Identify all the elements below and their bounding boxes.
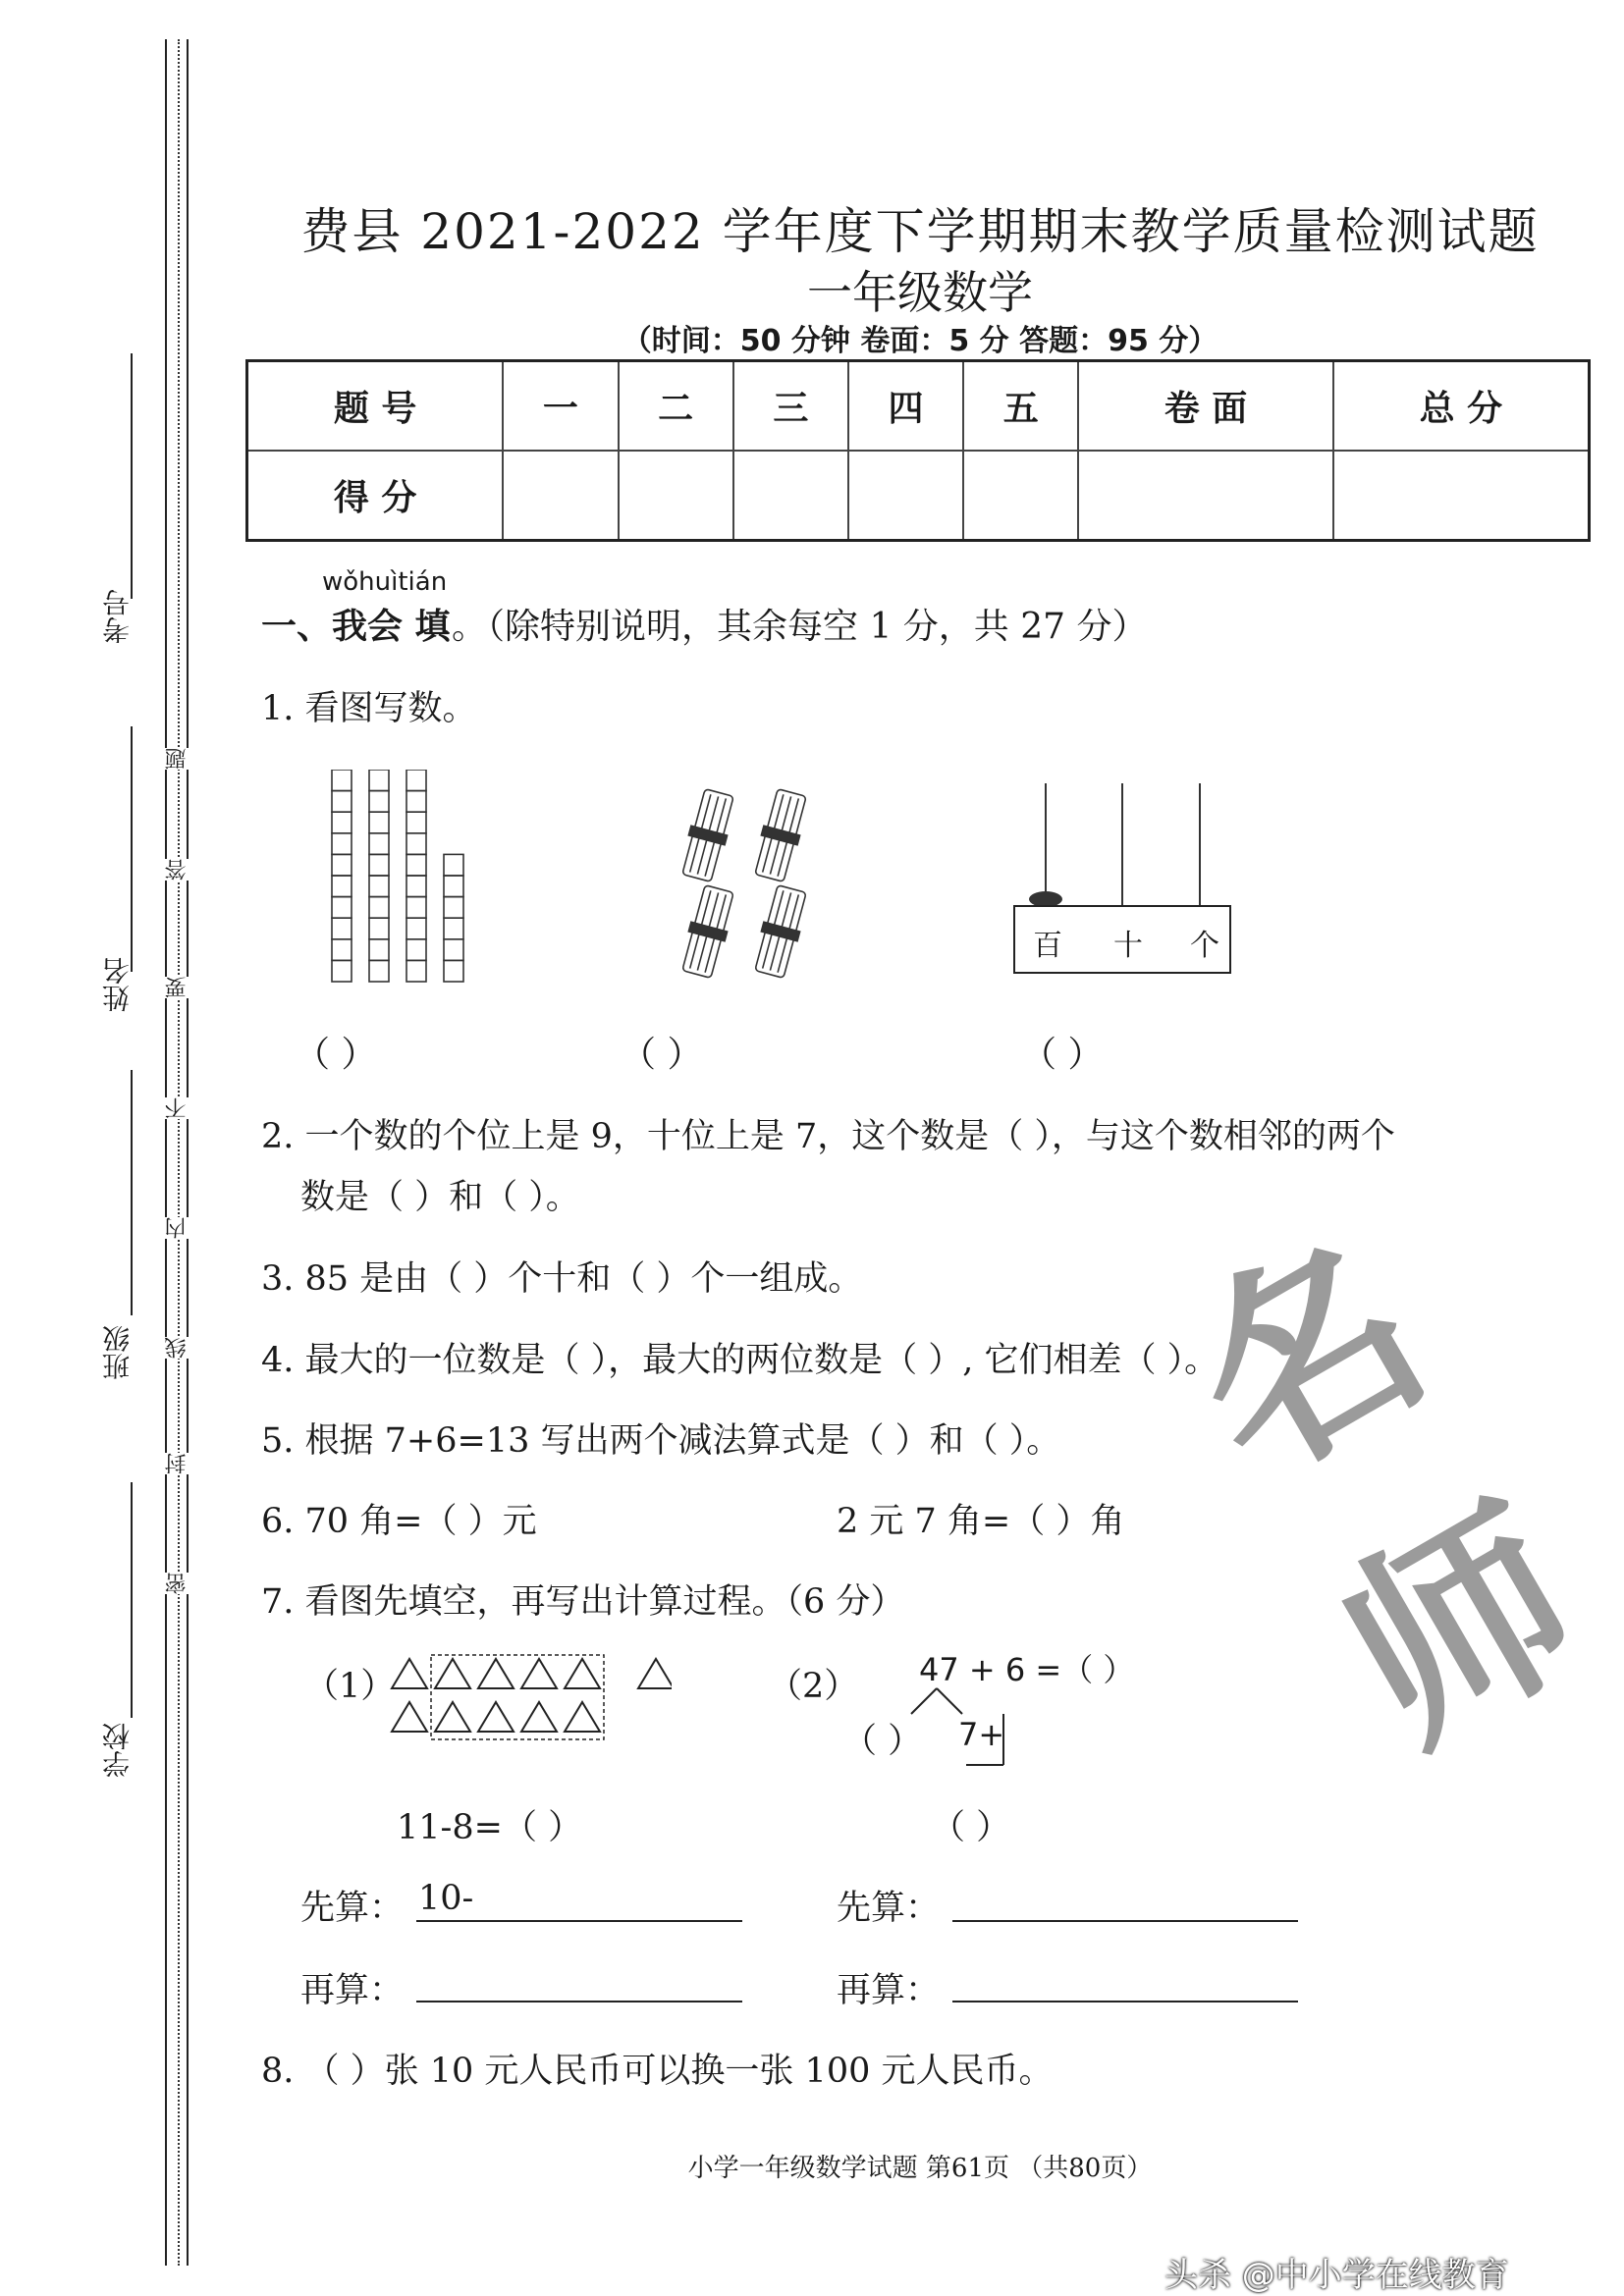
- first-calc-line-left[interactable]: [416, 1920, 742, 1922]
- unit-cube: [332, 876, 352, 897]
- then-calc-label: 再算：: [300, 1971, 405, 2010]
- abacus-ones-label: 个: [1190, 929, 1219, 963]
- section-title: 一、我会 填: [261, 606, 451, 647]
- unit-cube: [369, 812, 389, 833]
- class-line: [131, 1070, 133, 1315]
- score-row-label: 得 分: [247, 451, 504, 541]
- then-calc-label: 再算：: [837, 1971, 941, 2010]
- score-header-cell: 题 号: [247, 361, 504, 452]
- score-header-cell: 卷 面: [1078, 361, 1332, 452]
- unit-cube: [369, 833, 389, 855]
- unit-cube: [406, 812, 426, 833]
- section-note: 。（除特别说明，其余每空 1 分，共 27 分）: [452, 607, 1148, 647]
- exam-number-line: [131, 353, 133, 599]
- seal-char: 密: [162, 1573, 192, 1594]
- class-label: 班级: [101, 1325, 134, 1380]
- seal-char: 封: [162, 1453, 192, 1474]
- question-7-equation: 47 + 6 =（ ）: [919, 1651, 1135, 1688]
- abacus-base: [1013, 905, 1231, 974]
- unit-cube: [406, 854, 426, 876]
- question-7-part-2-label: （2）: [768, 1667, 859, 1706]
- score-table: [245, 359, 1591, 542]
- question-3: 3. 85 是由（ ）个十和（ ）个一组成。: [261, 1259, 863, 1299]
- exam-subtitle: 一年级数学: [807, 266, 1033, 319]
- unit-cube: [332, 812, 352, 833]
- question-7-part-1-label: （1）: [304, 1667, 396, 1706]
- score-cell[interactable]: [963, 451, 1078, 541]
- seal-char: 内: [162, 1217, 192, 1239]
- name-line: [131, 726, 133, 972]
- unit-cube: [406, 960, 426, 982]
- abacus-rods-figure: [1011, 783, 1237, 911]
- question-7: 7. 看图先填空，再写出计算过程。（6 分）: [261, 1582, 905, 1622]
- unit-cube: [444, 918, 463, 939]
- question-5: 5. 根据 7+6=13 写出两个减法算式是（ ）和（ ）。: [261, 1421, 1061, 1461]
- score-cell[interactable]: [503, 451, 618, 541]
- score-header-cell: 五: [963, 361, 1078, 452]
- abacus-tens-label: 十: [1113, 929, 1143, 963]
- question-8: 8. （ ）张 10 元人民币可以换一张 100 元人民币。: [261, 2052, 1054, 2091]
- question-7-part-2-answer[interactable]: （ ）: [931, 1808, 1011, 1847]
- unit-cube: [332, 960, 352, 982]
- score-header-cell: 总 分: [1333, 361, 1590, 452]
- unit-cube: [332, 791, 352, 813]
- score-cell[interactable]: [619, 451, 733, 541]
- answer-blank[interactable]: （ ）: [295, 1035, 377, 1075]
- unit-cube: [332, 897, 352, 919]
- question-1: 1. 看图写数。: [261, 689, 477, 728]
- seal-char: 线: [162, 1337, 192, 1359]
- unit-cube: [369, 939, 389, 961]
- source-watermark: 头杀 @中小学在线教育: [1164, 2256, 1509, 2295]
- binding-line-outer: [165, 39, 167, 2266]
- school-line: [131, 1482, 133, 1718]
- stamp-watermark: 名师: [1150, 1196, 1619, 1790]
- unit-cube: [444, 939, 463, 961]
- answer-blank[interactable]: （ ）: [621, 1035, 703, 1075]
- then-calc-line-right[interactable]: [952, 2001, 1298, 2002]
- unit-cube: [406, 897, 426, 919]
- unit-cube: [332, 918, 352, 939]
- first-calc-line-right[interactable]: [952, 1920, 1298, 1922]
- question-7-split-blank[interactable]: （ ）: [842, 1722, 923, 1761]
- unit-cube: [369, 791, 389, 813]
- seal-char: 不: [162, 1097, 192, 1119]
- score-header-cell: 一: [503, 361, 618, 452]
- question-2-line-1: 2. 一个数的个位上是 9，十位上是 7，这个数是（ ），与这个数相邻的两个: [261, 1117, 1395, 1156]
- triangle-figure: [387, 1653, 672, 1751]
- unit-cube: [444, 897, 463, 919]
- exam-meta: （时间：50 分钟 卷面：5 分 答题：95 分）: [622, 324, 1218, 358]
- unit-cube: [444, 876, 463, 897]
- unit-cube: [369, 854, 389, 876]
- question-7-part-1-equation[interactable]: 11-8=（ ）: [397, 1808, 583, 1847]
- page-footer: 小学一年级数学试题 第61页 （共80页）: [687, 2154, 1153, 2183]
- question-2-line-2: 数是（ ）和（ ）。: [300, 1178, 580, 1217]
- score-header-cell: 三: [733, 361, 848, 452]
- unit-cube: [369, 770, 389, 791]
- score-cell[interactable]: [848, 451, 963, 541]
- exam-title: 费县 2021-2022 学年度下学期期末教学质量检测试题: [300, 203, 1540, 260]
- seal-char: 答: [162, 859, 192, 881]
- unit-cube: [444, 960, 463, 982]
- question-6a: 6. 70 角=（ ）元: [261, 1502, 537, 1541]
- first-calc-label: 先算：: [837, 1889, 941, 1928]
- binding-dotted-line: [178, 39, 180, 2266]
- unit-cube: [369, 960, 389, 982]
- seal-char: 题: [162, 748, 192, 770]
- question-6b: 2 元 7 角=（ ）角: [837, 1502, 1125, 1541]
- answer-blank[interactable]: （ ）: [1021, 1035, 1104, 1075]
- score-cell[interactable]: [1333, 451, 1590, 541]
- score-cell[interactable]: [1078, 451, 1332, 541]
- abacus-hundreds-label: 百: [1033, 929, 1062, 963]
- unit-cube: [406, 770, 426, 791]
- unit-cube: [406, 918, 426, 939]
- section-pinyin: wǒhuìtián: [322, 567, 448, 597]
- unit-cube: [332, 770, 352, 791]
- unit-cube: [444, 854, 463, 876]
- unit-cube: [406, 791, 426, 813]
- cube-columns-figure: [328, 770, 475, 984]
- seal-char: 要: [162, 977, 192, 998]
- first-calc-prefill: 10-: [418, 1879, 474, 1918]
- first-calc-label: 先算：: [300, 1889, 405, 1928]
- then-calc-line-left[interactable]: [416, 2001, 742, 2002]
- unit-cube: [332, 854, 352, 876]
- unit-cube: [332, 833, 352, 855]
- question-7-split-right: 7+: [958, 1716, 1005, 1753]
- score-header-cell: 二: [619, 361, 733, 452]
- unit-cube: [369, 876, 389, 897]
- question-4: 4. 最大的一位数是（ ），最大的两位数是（ ）, 它们相差（ ）。: [261, 1341, 1219, 1380]
- name-label: 姓名: [101, 957, 134, 1012]
- unit-cube: [369, 897, 389, 919]
- exam-number-label: 考号: [101, 589, 134, 644]
- score-header-cell: 四: [848, 361, 963, 452]
- unit-cube: [406, 939, 426, 961]
- score-cell[interactable]: [733, 451, 848, 541]
- unit-cube: [369, 918, 389, 939]
- unit-cube: [332, 939, 352, 961]
- unit-cube: [406, 833, 426, 855]
- school-label: 学校: [101, 1723, 134, 1778]
- stick-bundles-figure: [674, 785, 811, 982]
- unit-cube: [406, 876, 426, 897]
- binding-line-inner: [187, 39, 189, 2266]
